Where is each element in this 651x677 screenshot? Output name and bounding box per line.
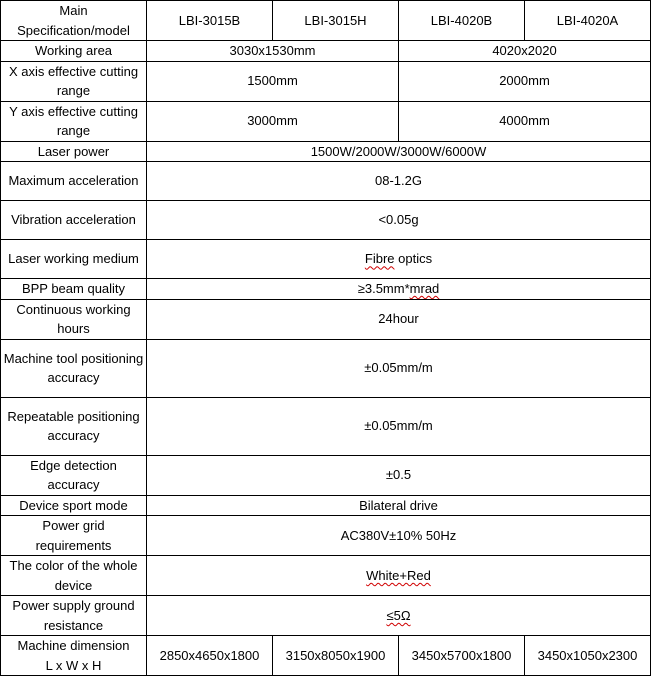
header-row: [1, 1, 651, 41]
positioning-value: ±0.05mm/m: [147, 339, 651, 397]
color-row: [1, 556, 651, 596]
y-axis-right-value: 4000mm: [399, 101, 651, 141]
laser-power-value: 1500W/2000W/3000W/6000W: [147, 141, 651, 162]
continuous-label: Continuous working hours: [1, 299, 147, 339]
color-value: [147, 556, 651, 596]
power-grid-value: AC380V±10% 50Hz: [147, 516, 651, 556]
power-grid-label: Power grid requirements: [1, 516, 147, 556]
vibration-value: <0.05g: [147, 201, 651, 240]
edge-row: [1, 455, 651, 495]
laser-power-label: Laser power: [1, 141, 147, 162]
x-axis-label: X axis effective cutting range: [1, 61, 147, 101]
working-area-right-value: 4020x2020: [399, 41, 651, 62]
power-grid-row: [1, 516, 651, 556]
sport-mode-row: [1, 495, 651, 516]
positioning-label: Machine tool positioning accuracy: [1, 339, 147, 397]
working-area-row: [1, 41, 651, 62]
model-lbi-4020b: LBI-4020B: [399, 1, 525, 41]
sport-mode-value: Bilateral drive: [147, 495, 651, 516]
medium-value-rest: optics: [394, 251, 433, 267]
bpp-value-marked: mrad: [409, 281, 440, 296]
dimension-label: [1, 636, 147, 676]
ground-label: Power supply ground resistance: [1, 596, 147, 636]
color-label: The color of the whole device: [1, 556, 147, 596]
model-lbi-4020a: LBI-4020A: [525, 1, 651, 41]
medium-row: [1, 240, 651, 279]
repeatable-value: ±0.05mm/m: [147, 397, 651, 455]
y-axis-row: [1, 101, 651, 141]
color-value-marked: White+Red: [366, 567, 431, 583]
dimension-value-lbi-4020a: 3450x1050x2300: [525, 636, 651, 676]
continuous-value: 24hour: [147, 299, 651, 339]
working-area-left-value: 3030x1530mm: [147, 41, 399, 62]
dimension-row: [1, 636, 651, 676]
sport-mode-label: Device sport mode: [1, 495, 147, 516]
ground-row: [1, 596, 651, 636]
x-axis-right-value: 2000mm: [399, 61, 651, 101]
bpp-row: [1, 279, 651, 300]
max-acceleration-value: 08-1.2G: [147, 162, 651, 201]
dimension-value-lbi-4020b: 3450x5700x1800: [399, 636, 525, 676]
vibration-label: Vibration acceleration: [1, 201, 147, 240]
medium-value: [147, 240, 651, 279]
dimension-label-line1: Machine dimension: [17, 638, 130, 653]
max-acceleration-row: [1, 162, 651, 201]
edge-value: ±0.5: [147, 455, 651, 495]
bpp-value-main: ≥3.5mm*: [357, 281, 410, 296]
ground-value-marked: ≤5Ω: [386, 607, 411, 623]
laser-power-row: [1, 141, 651, 162]
repeatable-label: Repeatable positioning accuracy: [1, 397, 147, 455]
y-axis-label: Y axis effective cutting range: [1, 101, 147, 141]
model-lbi-3015h: LBI-3015H: [273, 1, 399, 41]
dimension-label-line2: L x W x H: [45, 657, 102, 673]
x-axis-row: [1, 61, 651, 101]
model-lbi-3015b: LBI-3015B: [147, 1, 273, 41]
bpp-value: [147, 279, 651, 300]
vibration-row: [1, 201, 651, 240]
header-label-cell: Main Specification/model: [1, 1, 147, 41]
dimension-value-lbi-3015h: 3150x8050x1900: [273, 636, 399, 676]
working-area-label: Working area: [1, 41, 147, 62]
medium-value-marked: Fibre: [364, 251, 395, 267]
repeatable-row: [1, 397, 651, 455]
edge-label: Edge detection accuracy: [1, 455, 147, 495]
dimension-value-lbi-3015b: 2850x4650x1800: [147, 636, 273, 676]
x-axis-left-value: 1500mm: [147, 61, 399, 101]
bpp-label: BPP beam quality: [1, 279, 147, 300]
y-axis-left-value: 3000mm: [147, 101, 399, 141]
continuous-row: [1, 299, 651, 339]
medium-label: Laser working medium: [1, 240, 147, 279]
positioning-row: [1, 339, 651, 397]
max-acceleration-label: Maximum acceleration: [1, 162, 147, 201]
ground-value: [147, 596, 651, 636]
